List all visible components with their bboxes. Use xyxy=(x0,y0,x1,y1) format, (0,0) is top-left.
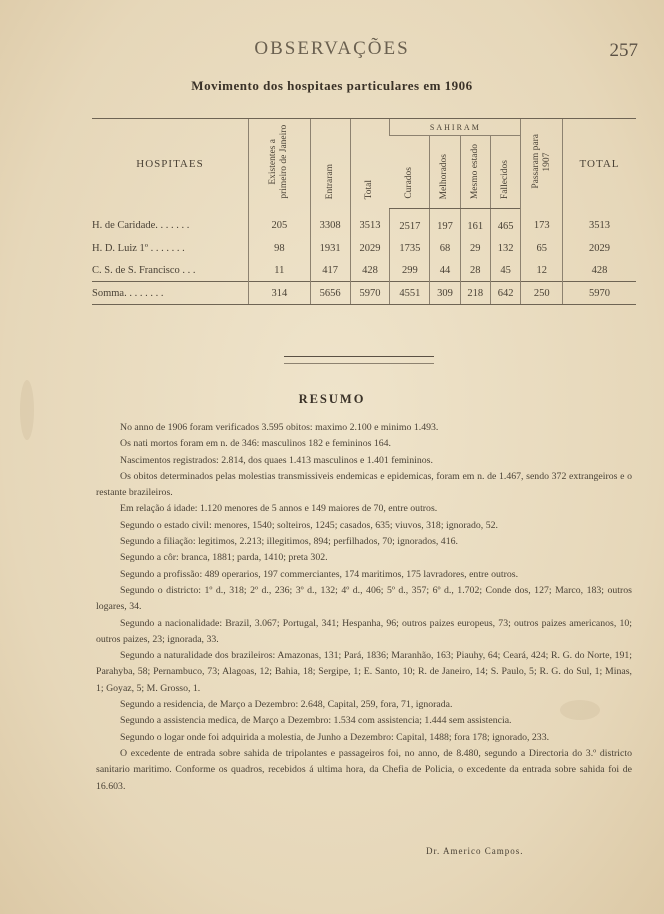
cell: 314 xyxy=(249,282,311,305)
cell: 45 xyxy=(490,259,520,282)
hospitals-table xyxy=(92,118,636,305)
cell: 2029 xyxy=(350,237,390,259)
paragraph: Segundo a nacionalidade: Brazil, 3.067; Portugal, 341; Hespanha, 96; outros paizes europeus, 73; outros paizes americanos, 10; outros paizes, 23; ignorada, 33. xyxy=(96,617,632,645)
cell: 173 xyxy=(521,209,563,238)
page-header xyxy=(0,38,664,68)
table-row xyxy=(92,209,636,238)
cell: 12 xyxy=(521,259,563,282)
paragraph: Segundo a filiação: legitimos, 2.213; illegitimos, 894; perfilhados, 70; ignorados, 416. xyxy=(120,536,458,548)
cell: 417 xyxy=(310,259,350,282)
resumo-title: RESUMO xyxy=(298,392,366,406)
header-passaram: Passaram para 1907 xyxy=(521,119,563,209)
cell: 28 xyxy=(460,259,490,282)
cell: 5970 xyxy=(350,282,390,305)
cell: 5970 xyxy=(563,282,636,305)
paragraph: Nascimentos registrados: 2.814, dos quaes 1.413 masculinos e 1.401 femininos. xyxy=(120,454,433,466)
cell: 5656 xyxy=(310,282,350,305)
cell: 44 xyxy=(430,259,460,282)
cell: 161 xyxy=(460,209,490,238)
paragraph: No anno de 1906 foram verificados 3.595 obitos: maximo 2.100 e minimo 1.493. xyxy=(120,422,439,433)
row-name: H. de Caridade. . . . . . . xyxy=(92,220,190,232)
header-mesmo-estado: Mesmo estado xyxy=(460,136,490,209)
cell: 205 xyxy=(249,209,311,238)
header-entraram: Entraram xyxy=(310,119,350,209)
paragraph: Segundo o estado civil: menores, 1540; solteiros, 1245; casados, 635; viuvos, 318; ignorado, 52. xyxy=(120,519,498,531)
table-row xyxy=(92,259,636,282)
paragraph: Segundo a assistencia medica, de Março a Dezembro: 1.534 com assistencia; 1.444 sem assistencia. xyxy=(120,715,512,727)
table-row xyxy=(92,237,636,259)
paragraph: Os nati mortos foram em n. de 346: masculinos 182 e femininos 164. xyxy=(120,438,392,450)
cell: 3513 xyxy=(350,209,390,238)
paragraph: Segundo a côr: branca, 1881; parda, 1410; preta 302. xyxy=(120,552,328,564)
cell: 98 xyxy=(249,237,311,259)
cell: 428 xyxy=(350,259,390,282)
row-name: H. D. Luiz 1º . . . . . . . xyxy=(92,242,185,254)
cell: 68 xyxy=(430,237,460,259)
header-group-sahiram: SAHIRAM xyxy=(390,119,521,136)
signature: Dr. Americo Campos. xyxy=(426,846,524,856)
page-number: 257 xyxy=(609,40,638,61)
paragraph: Segundo o logar onde foi adquirida a molestia, de Junho a Dezembro: Capital, 1488; fora 178; ignorado, 233. xyxy=(120,731,550,743)
header-hospitaes: HOSPITAES xyxy=(92,119,249,209)
cell: 2517 xyxy=(390,209,430,238)
header-curados: Curados xyxy=(390,136,430,209)
cell: 4551 xyxy=(390,282,430,305)
running-title: OBSERVAÇÕES xyxy=(254,38,410,59)
cell: 11 xyxy=(249,259,311,282)
paragraph: Em relação á idade: 1.120 menores de 5 annos e 149 maiores de 70, entre outros. xyxy=(120,503,438,515)
row-name: Somma. . . . . . . . xyxy=(92,282,249,305)
paper-stain xyxy=(20,380,34,440)
cell: 1735 xyxy=(390,237,430,259)
header-total-final: TOTAL xyxy=(563,119,636,209)
cell: 1931 xyxy=(310,237,350,259)
header-fallecidos: Fallecidos xyxy=(490,136,520,209)
table-title: Movimento dos hospitaes particulares em 1906 xyxy=(191,78,473,93)
cell: 197 xyxy=(430,209,460,238)
cell: 2029 xyxy=(563,237,636,259)
header-melhorados: Melhorados xyxy=(430,136,460,209)
header-total: Total xyxy=(350,119,390,209)
header-existentes: Existentes a primeiro de Janeiro xyxy=(249,119,311,209)
section-divider xyxy=(284,356,434,364)
cell: 299 xyxy=(390,259,430,282)
table-row-sum xyxy=(92,282,636,305)
paragraph: Segundo a residencia, de Março a Dezembro: 2.648, Capital, 259, fora, 71, ignorada. xyxy=(120,699,453,711)
paragraph: Os obitos determinados pelas molestias transmissiveis endemicas e epidemicas, foram em n. de 1.467, sendo 372 extrangeiros e o restante brazileiros. xyxy=(96,470,632,499)
resumo-body xyxy=(96,420,632,795)
cell: 309 xyxy=(430,282,460,305)
row-name: C. S. de S. Francisco . . . xyxy=(92,264,196,276)
cell: 642 xyxy=(490,282,520,305)
cell: 428 xyxy=(563,259,636,282)
cell: 3308 xyxy=(310,209,350,238)
paragraph: Segundo a naturalidade dos brazileiros: Amazonas, 131; Pará, 1836; Maranhão, 163; Piauhy, 64; Ceará, 424; R. G. do Norte, 191; Parahyba, 58; Pernambuco, 73; Alagoas, 12; Bahia, 18; Sergipe, 1; E. Santo, 10; R. de Janeiro, 14; S. Paulo, 5; R. G. do Sul, 1; Minas, 1; Goyaz, 5; M. Grosso, 1. xyxy=(96,650,632,694)
cell: 29 xyxy=(460,237,490,259)
paragraph: O excedente de entrada sobre sahida de tripolantes e passageiros foi, no anno, de 8.480, segundo a Directoria do 3.º districto sanitario maritimo. Conforme os quadros, recebidos á ultima hora, da Chefia de Policia, o excedente da entrada sobre sahida foi de 16.603. xyxy=(96,747,632,792)
cell: 218 xyxy=(460,282,490,305)
paragraph: Segundo o districto: 1º d., 318; 2º d., 236; 3º d., 132; 4º d., 406; 5º d., 357; 6º d., 1.702; Conde dos, 127; Marco, 183; outros logares, 34. xyxy=(96,584,632,613)
cell: 3513 xyxy=(563,209,636,238)
cell: 465 xyxy=(490,209,520,238)
cell: 65 xyxy=(521,237,563,259)
cell: 250 xyxy=(521,282,563,305)
paragraph: Segundo a profissão: 489 operarios, 197 commerciantes, 174 maritimos, 175 lavradores, entre outros. xyxy=(120,568,519,580)
cell: 132 xyxy=(490,237,520,259)
